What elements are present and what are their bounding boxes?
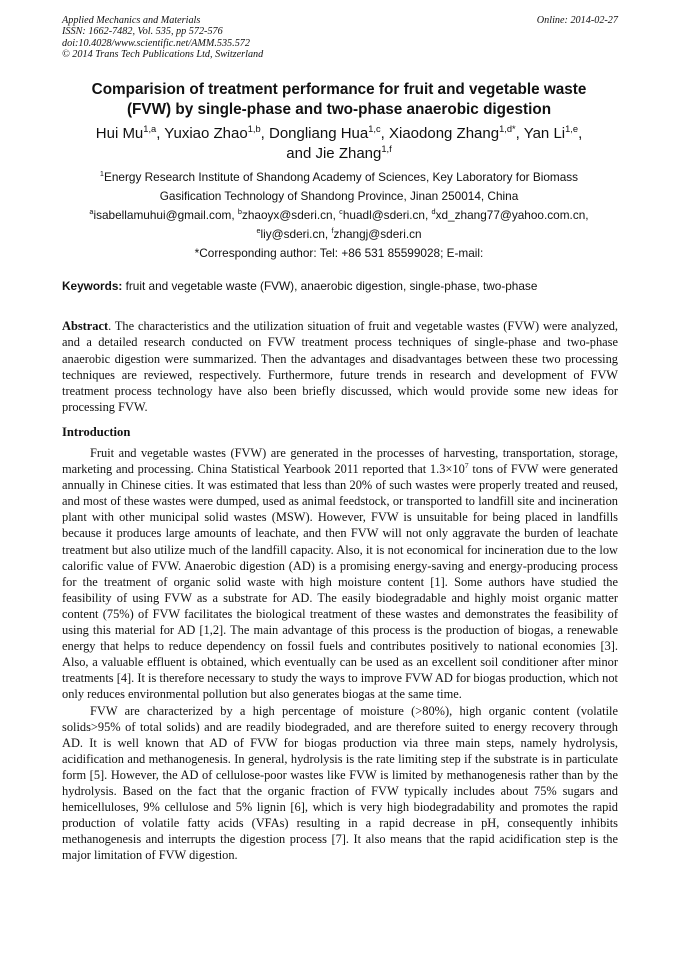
email-link[interactable]: isabellamuhui@gmail.com, [93, 208, 238, 222]
online-date: Online: 2014-02-27 [536, 15, 618, 26]
email-link[interactable]: huadl@sderi.cn, [342, 208, 432, 222]
journal-name: Applied Mechanics and Materials [62, 15, 201, 26]
section-heading-introduction: Introduction [62, 425, 131, 439]
author: and Jie Zhang$^{1,f}$ [286, 144, 392, 162]
author-list [40, 124, 638, 164]
email-link[interactable]: zhaoyx@sderi.cn, [241, 208, 340, 222]
email-link[interactable]: xd_zhang77@yahoo.com.cn, [435, 208, 589, 222]
copyright-line: © 2014 Trans Tech Publications Ltd, Switzerland [62, 49, 264, 61]
author: Xiaodong Zhang$^{1,d*}$, [388, 124, 524, 142]
title-line-2: (FVW) by single-phase and two-phase anaerobic digestion [126, 101, 552, 118]
paragraph: FVW are characterized by a high percentage of moisture (>80%), high organic content (volatile solids>95% of total solids) and are readily biodegraded, and are therefore suited to energy recovery through AD. It is well known that AD of FVW for biogas production via three main steps, namely hydrolysis, acidification and methanogenesis. In general, hydrolysis is the rate limiting step if the substrate is in particulate form [5]. However, the AD of cellulose-poor wastes like FVW is limited by methanogenesis rather than by the hydrolysis. Based on the fact that the organic fraction of FVW typically includes about 75% sugars and hemicelluloses, 9% cellulose and 5% lignin [6], which is very high biodegradability and promotes the rapid production of volatile fatty acids (VFAs) resulting in a rapid decrease in pH, consequently inhibits methanogenesis and interrupts the digestion process [7]. It also means that the rapid acidification step is the major limitation of FVW digestion. [62, 703, 618, 863]
paragraph: Fruit and vegetable wastes (FVW) are generated in the processes of harvesting, transportation, storage, marketing and processing. China Statistical Yearbook 2011 reported that $1.3\times 10^7$ tons of FVW were generated annually in Chinese cities. It was estimated that less than 20% of such wastes were properly treated and reused, and most of these wastes were dumped, used as animal feedstock, or transported to landfill site and incineration plant with other municipal solid wastes (MSW). However, FVW is unsuitable for being placed in landfills because it produces large amounts of leachate, and then FVW will not only aggravate the burden of leachate treatment but also utilize much of the landfill capacity. Also, it is not economical for incineration due to the low calorific value of FVW. Anaerobic digestion (AD) is a promising energy-saving and energy-producing process for the treatment of organic solid waste with high moisture content [1]. Some authors have studied the feasibility of using FVW as a substrate for AD. The easily biodegradable and highly moist organic matter content (75%) of FVW facilitates the biological treatment of these wastes and demonstrates the feasibility of using this material for AD [1,2]. The main advantage of this process is the production of biogas, a renewable energy that helps to reduce dependency on fossil fuels and contributes positively to national economies [3]. Also, a valuable effluent is obtained, which eventually can be used as an excellent soil conditioner after minor treatments [4]. It is therefore necessary to study the ways to improve FVW AD for biogas production, which not only reduces environmental pollution but also generates biogas at the same time. [62, 446, 618, 702]
affiliation-line-1: $^1$Energy Research Institute of Shandong Academy of Sciences, Key Laboratory for Biomass [99, 169, 579, 184]
keywords [62, 279, 618, 294]
affiliation-block [40, 168, 638, 263]
email-link[interactable]: zhangj@sderi.cn [333, 227, 422, 241]
affiliation-line-2: Gasification Technology of Shandong Province, Jinan 250014, China [159, 189, 519, 203]
introduction-body [62, 445, 618, 863]
author: Yan Li$^{1,e}$, [523, 124, 583, 142]
issn-line: ISSN: 1662-7482, Vol. 535, pp 572-576 [62, 26, 223, 38]
author: Dongliang Hua$^{1,c}$, [268, 124, 389, 142]
email-line-2: $^e$liy@sderi.cn, $^f$zhangj@sderi.cn [256, 226, 422, 241]
doi-line: doi:10.4028/www.scientific.net/AMM.535.572 [62, 37, 250, 49]
corresponding-author: *Corresponding author: Tel: +86 531 85599028; E-mail: [194, 246, 484, 260]
keywords-label: Keywords: [62, 279, 123, 293]
abstract-label: Abstract [62, 319, 109, 333]
email-line-1: $^a$isabellamuhui@gmail.com, $^b$zhaoyx@sderi.cn, $^c$huadl@sderi.cn, $^d$xd_zhang77@yahoo.com.cn, [89, 207, 589, 222]
keywords-text: fruit and vegetable waste (FVW), anaerobic digestion, single-phase, two-phase [122, 279, 538, 293]
author: Yuxiao Zhao$^{1,b}$, [164, 124, 269, 142]
paper-title [40, 80, 638, 120]
abstract-text: . The characteristics and the utilization situation of fruit and vegetable wastes (FVW) were analyzed, and a detailed research conducted on FVW treatment process techniques of single-phase and two-phase anaerobic digestion were summarized. Then the advantages and disadvantages between these two processing techniques are reviewed, respectively. Furthermore, future trends in research and development of FVW treatment process technology have also been briefly discussed, which would provide some new ideas for processing FVW. [62, 319, 618, 415]
email-link[interactable]: liy@sderi.cn, [260, 227, 332, 241]
title-line-1: Comparision of treatment performance for fruit and vegetable waste [91, 81, 587, 98]
journal-header [62, 15, 618, 61]
abstract [62, 318, 618, 416]
author: Hui Mu$^{1,a}$, [95, 124, 165, 142]
